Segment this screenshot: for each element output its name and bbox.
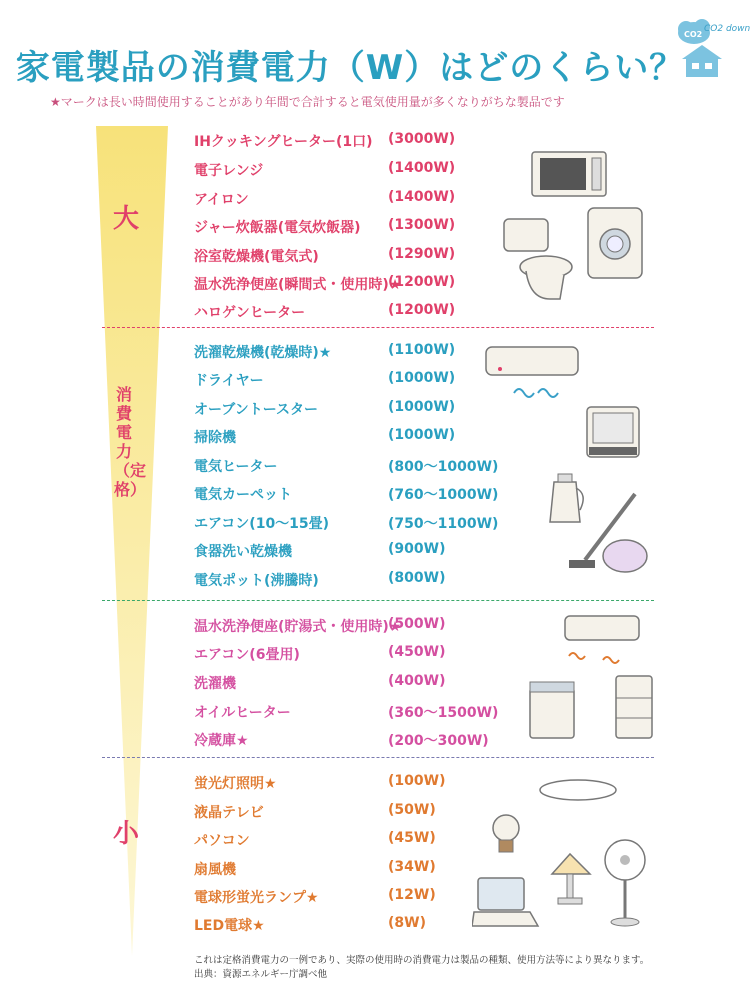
- appliance-name: ドライヤー: [194, 373, 264, 389]
- appliance-name: ジャー炊飯器(電気炊飯器): [194, 220, 361, 236]
- appliance-watt: (50W): [388, 802, 436, 818]
- appliance-row: [194, 915, 426, 935]
- appliance-row: [194, 773, 446, 793]
- toilet-icon: [500, 215, 580, 305]
- appliance-row: [194, 616, 446, 636]
- appliance-name: 掃除機: [194, 430, 236, 446]
- appliance-name: オイルヒーター: [194, 705, 291, 721]
- appliance-watt: (1200W): [388, 274, 456, 290]
- svg-text:CO2: CO2: [684, 30, 703, 39]
- appliance-row: [194, 673, 446, 693]
- appliance-watt: (360〜1500W): [388, 705, 499, 721]
- appliance-name: 浴室乾燥機(電気式): [194, 249, 319, 265]
- appliance-row: [194, 887, 436, 907]
- led-bulb-icon: [484, 808, 528, 860]
- scale-label-large: 大: [113, 204, 140, 234]
- appliance-watt: (1400W): [388, 160, 456, 176]
- washing-machine-icon: [586, 206, 646, 282]
- appliance-watt: (8W): [388, 915, 426, 931]
- appliance-watt: (3000W): [388, 131, 456, 147]
- microwave-icon: [530, 150, 610, 202]
- appliance-watt: (200〜300W): [388, 733, 489, 749]
- appliance-row: [194, 274, 456, 294]
- appliance-name: ハロゲンヒーター: [194, 305, 306, 321]
- appliance-name: 扇風機: [194, 862, 236, 878]
- appliance-row: [194, 513, 499, 533]
- appliance-watt: (12W): [388, 887, 436, 903]
- appliance-watt: (1290W): [388, 246, 456, 262]
- appliance-name: LED電球★: [194, 918, 265, 934]
- appliance-row: [194, 541, 446, 561]
- appliance-name: 洗濯乾燥機(乾燥時)★: [194, 345, 332, 361]
- refrigerator-icon: [614, 674, 656, 742]
- appliance-name: 温水洗浄便座(貯湯式・使用時)★: [194, 619, 402, 635]
- appliance-row: [194, 302, 456, 322]
- appliance-name: 電気ヒーター: [194, 459, 278, 475]
- ceiling-light-icon: [536, 776, 620, 806]
- group-divider: [102, 757, 654, 758]
- air-conditioner-small-icon: [563, 614, 643, 670]
- appliance-name: 食器洗い乾燥機: [194, 544, 292, 560]
- appliance-watt: (45W): [388, 830, 436, 846]
- footer-note: これは定格消費電力の一例であり、実際の使用時の消費電力は製品の種類、使用方法等により異なります。: [194, 955, 650, 966]
- appliance-watt: (1000W): [388, 399, 456, 415]
- appliance-name: 洗濯機: [194, 676, 236, 692]
- appliance-watt: (760〜1000W): [388, 487, 499, 503]
- appliance-row: [194, 702, 499, 722]
- scale-label-consumption: 消費電力（定格）: [114, 385, 147, 499]
- appliance-name: アイロン: [194, 192, 249, 208]
- appliance-name: 蛍光灯照明★: [194, 776, 277, 792]
- lamp-icon: [546, 850, 596, 910]
- appliance-watt: (100W): [388, 773, 446, 789]
- footer-source: 出典：資源エネルギー庁調べ他: [194, 969, 328, 980]
- page-subtitle: ★マークは長い時間使用することがあり年間で合計すると電気使用量が多くなりがちな製品です: [50, 95, 565, 109]
- laptop-icon: [472, 874, 542, 930]
- appliance-name: エアコン(10〜15畳): [194, 516, 330, 532]
- appliance-row: [194, 160, 456, 180]
- scale-label-small: 小: [113, 819, 140, 849]
- appliance-name: 電子レンジ: [194, 163, 264, 179]
- appliance-watt: (750〜1100W): [388, 516, 499, 532]
- appliance-name: エアコン(6畳用): [194, 647, 300, 663]
- appliance-name: 冷蔵庫★: [194, 733, 249, 749]
- appliance-row: [194, 399, 456, 419]
- appliance-watt: (1200W): [388, 302, 456, 318]
- appliance-row: [194, 342, 456, 362]
- appliance-row: [194, 830, 436, 850]
- logo-label: CO2 down: [704, 24, 751, 34]
- group-divider: [102, 327, 654, 328]
- vacuum-cleaner-icon: [565, 490, 655, 580]
- appliance-watt: (34W): [388, 859, 436, 875]
- appliance-row: [194, 456, 499, 476]
- appliance-watt: (800〜1000W): [388, 459, 499, 475]
- appliance-watt: (1000W): [388, 427, 456, 443]
- appliance-watt: (1300W): [388, 217, 456, 233]
- appliance-watt: (1400W): [388, 189, 456, 205]
- appliance-watt: (400W): [388, 673, 446, 689]
- appliance-row: [194, 570, 446, 590]
- appliance-row: [194, 217, 456, 237]
- appliance-row: [194, 427, 456, 447]
- appliance-watt: (1100W): [388, 342, 456, 358]
- appliance-row: [194, 802, 436, 822]
- appliance-row: [194, 131, 456, 151]
- appliance-row: [194, 370, 456, 390]
- appliance-row: [194, 644, 446, 664]
- appliance-row: [194, 189, 456, 209]
- appliance-name: パソコン: [194, 833, 250, 849]
- appliance-watt: (450W): [388, 644, 446, 660]
- appliance-name: IHクッキングヒーター(1口): [194, 134, 373, 150]
- appliance-watt: (900W): [388, 541, 446, 557]
- electric-fan-icon: [600, 838, 650, 928]
- page-title: 家電製品の消費電力（W）はどのくらい？: [15, 48, 685, 88]
- appliance-name: 温水洗浄便座(瞬間式・使用時)★: [194, 277, 402, 293]
- appliance-row: [194, 730, 489, 750]
- appliance-name: オーブントースター: [194, 402, 319, 418]
- appliance-watt: (500W): [388, 616, 446, 632]
- appliance-row: [194, 246, 456, 266]
- air-conditioner-icon: [484, 343, 584, 413]
- appliance-row: [194, 859, 436, 879]
- appliance-name: 電気カーペット: [194, 487, 292, 503]
- appliance-name: 液晶テレビ: [194, 805, 264, 821]
- group-divider: [102, 600, 654, 601]
- appliance-name: 電気ポット(沸騰時): [194, 573, 319, 589]
- appliance-watt: (1000W): [388, 370, 456, 386]
- dishwasher-icon: [585, 405, 645, 463]
- appliance-name: 電球形蛍光ランプ★: [194, 890, 319, 906]
- appliance-row: [194, 484, 499, 504]
- top-load-washer-icon: [528, 680, 578, 740]
- appliance-watt: (800W): [388, 570, 446, 586]
